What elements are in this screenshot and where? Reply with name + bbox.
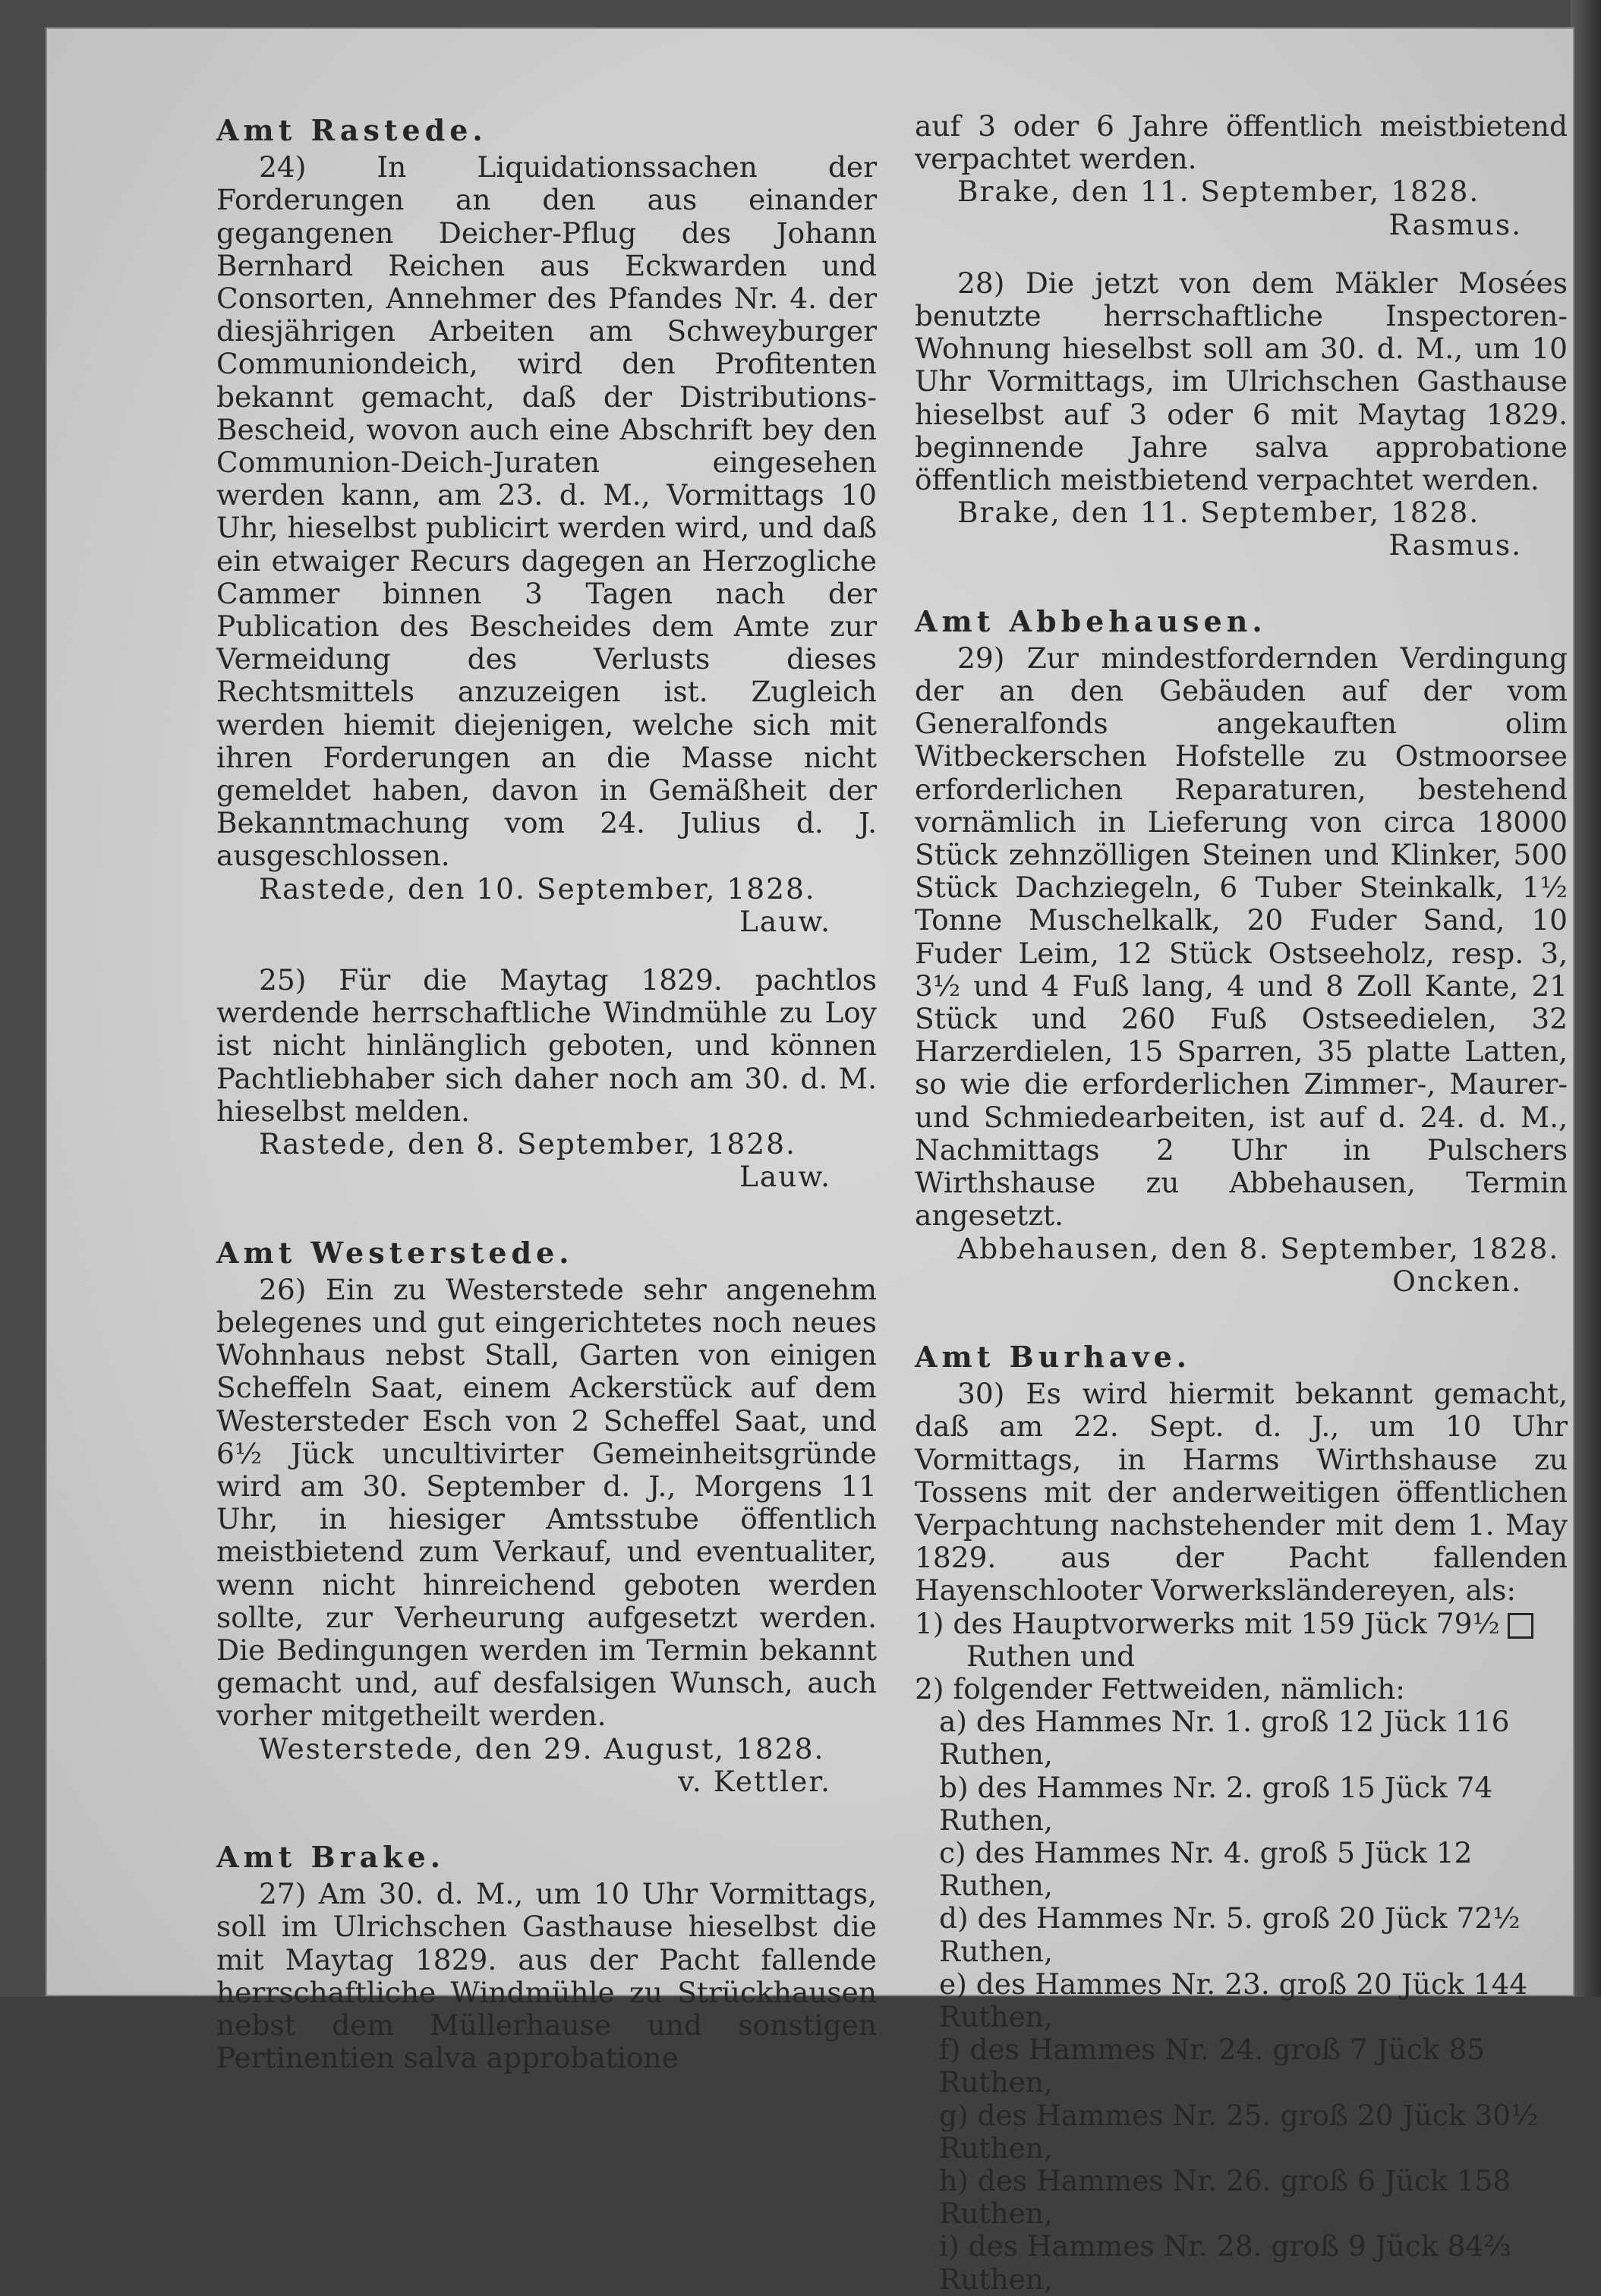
notice-26-date: Westerstede, den 29. August, 1828. [259,1731,825,1765]
notice-27-signature: Rasmus. [1388,207,1522,241]
notice-30: 30) Es wird hiermit bekannt gemacht, daß am 22. Sept. d. J., um 10 Uhr Vormittags, in Harms Wirthshause zu Tossens mit der anderweitigen öffentlichen Verpachtung nachstehender mit dem 1. May 1829. aus der Pacht fallenden Hayenschlooter Vorwerksländereyen, als: [915,1377,1568,1608]
list-item: i) des Hammes Nr. 28. groß 9 Jück 84⅔ Ruthen, [939,2229,1511,2296]
list-item: c) des Hammes Nr. 4. groß 5 Jück 12 Ruthen, [939,1835,1473,1903]
list-item [915,1640,1568,1673]
notice-24-date: Rastede, den 10. September, 1828. [259,871,816,905]
notice-25-signature: Lauw. [739,1160,831,1194]
list-item: f) des Hammes Nr. 24. groß 7 Jück 85 Ruthen, [939,2033,1486,2099]
section-heading-burhave: Amt Burhave. [915,1339,1191,1374]
vorwerk-list [915,1608,1568,1706]
list-item: d) des Hammes Nr. 5. groß 20 Jück 72½ Ruthen, [939,1901,1521,1968]
right-column [915,110,1568,2296]
section-heading-rastede: Amt Rastede. [216,113,487,147]
notice-24: 24) In Liquidationssachen der Forderungen an den aus einander gegangenen Deicher-Pflug des Johann Bernhard Reichen aus Eckwarden und Consorten, Annehmer des Pfandes Nr. 4. der diesjährigen Arbeiten am Schweyburger Communiondeich, wird den Profitenten bekannt gemacht, daß der Distributions-Bescheid, wovon auch eine Abschrift bey den Communion-Deich-Juraten eingesehen werden kann, am 23. d. M., Vormittags 10 Uhr, hieselbst publicirt werden wird, und daß ein etwaiger Recurs dagegen an Herzogliche Cammer binnen 3 Tagen nach der Publication des Bescheides dem Amte zur Vermeidung des Verlusts dieses Rechtsmittels anzuzeigen ist. Zugleich werden hiemit diejenigen, welche sich mit ihren Forderungen an die Masse nicht gemeldet haben, davon in Gemäßheit der Bekanntmachung vom 24. Julius d. J. ausgeschlossen. [216,150,877,873]
list-item: h) des Hammes Nr. 26. groß 6 Jück 158 Ruthen, [939,2163,1511,2231]
notice-26: 26) Ein zu Westerstede sehr angenehm belegenes und gut eingerichtetes noch neues Wohnhaus nebst Stall, Garten von einigen Scheffeln Saat, einem Ackerstück auf dem Westersteder Esch von 2 Scheffel Saat, und 6½ Jück uncultivirter Gemeinheitsgründe wird am 30. September d. J., Morgens 11 Uhr, in hiesiger Amtsstube öffentlich meistbietend zum Verkauf, und eventualiter, wenn nicht hinreichend geboten werden sollte, zur Verheurung aufgesetzt werden. Die Bedingungen werden im Termin bekannt gemacht und, auf desfalsigen Wunsch, auch vorher mitgetheilt werden. [216,1272,877,1733]
list-item: g) des Hammes Nr. 25. groß 20 Jück 30½ Ruthen, [939,2098,1539,2165]
section-heading-abbehausen: Amt Abbehausen. [915,603,1267,638]
left-column [216,114,877,2074]
list-item [915,1608,1568,1640]
notice-25: 25) Für die Maytag 1829. pachtlos werdende herrschaftliche Windmühle zu Loy ist nicht hinlänglich geboten, und können Pachtliebhaber sich daher noch am 30. d. M. hieselbst melden. [216,963,877,1128]
notice-24-signature: Lauw. [739,904,831,938]
item-1-continuation: Ruthen und [966,1639,1136,1673]
list-item: b) des Hammes Nr. 2. groß 15 Jück 74 Ruthen, [939,1770,1493,1837]
notice-25-date: Rastede, den 8. September, 1828. [259,1127,796,1161]
notice-29-date: Abbehausen, den 8. September, 1828. [957,1231,1560,1265]
notice-29-signature: Oncken. [1392,1264,1522,1298]
notice-27-date: Brake, den 11. September, 1828. [957,175,1480,209]
notice-28-date: Brake, den 11. September, 1828. [957,496,1480,530]
notice-27-end: auf 3 oder 6 Jahre öffentlich meistbietend verpachtet werden. [915,109,1568,176]
fettweiden-list [915,1705,1568,2296]
section-heading-brake: Amt Brake. [216,1839,445,1874]
book-binding-edge [1571,0,1601,1997]
item-2-text: 2) folgender Fettweiden, nämlich: [915,1671,1405,1705]
notice-27-start: 27) Am 30. d. M., um 10 Uhr Vormittags, soll im Ulrichschen Gasthause hieselbst die mit Maytag 1829. aus der Pacht fallende herrschaftliche Windmühle zu Strückhausen nebst dem Müllerhause und sonstigen Pertinentien salva approbatione [216,1877,877,2075]
list-item: e) des Hammes Nr. 23. groß 20 Jück 144 Ruthen, [939,1967,1528,2033]
notice-28: 28) Die jetzt von dem Mäkler Mosées benutzte herrschaftliche Inspectoren-Wohnung hieselbst soll am 30. d. M., um 10 Uhr Vormittags, im Ulrichschen Gasthause hieselbst auf 3 oder 6 mit Maytag 1829. beginnende Jahre salva approbatione öffentlich meistbietend verpachtet werden. [915,266,1568,497]
notice-29: 29) Zur mindestfordernden Verdingung der an den Gebäuden auf der vom Generalfonds angekauften olim Witbeckerschen Hofstelle zu Ostmoorsee erforderlichen Reparaturen, bestehend vornämlich in Lieferung von circa 18000 Stück zehnzölligen Steinen und Klinker, 500 Stück Dachziegeln, 6 Tuber Steinkalk, 1½ Tonne Muschelkalk, 20 Fuder Sand, 10 Fuder Leim, 12 Stück Ostseeholz, resp. 3, 3½ und 4 Fuß lang, 4 und 8 Zoll Kante, 21 Stück und 260 Fuß Ostseedielen, 32 Harzerdielen, 15 Sparren, 35 platte Latten, so wie die erforderlichen Zimmer-, Maurer- und Schmiedearbeiten, ist auf d. 24. d. M., Nachmittags 2 Uhr in Pulschers Wirthshause zu Abbehausen, Termin angesetzt. [915,641,1568,1233]
section-heading-westerstede: Amt Westerstede. [216,1235,574,1270]
list-item: a) des Hammes Nr. 1. groß 12 Jück 116 Ruthen, [939,1705,1510,1772]
square-ruthen-symbol-icon [1508,1613,1533,1639]
list-item [915,1673,1568,1705]
item-1-text: 1) des Hauptvorwerks mit 159 Jück 79½ [915,1606,1500,1640]
notice-26-signature: v. Kettler. [678,1764,831,1798]
notice-28-signature: Rasmus. [1388,528,1522,562]
